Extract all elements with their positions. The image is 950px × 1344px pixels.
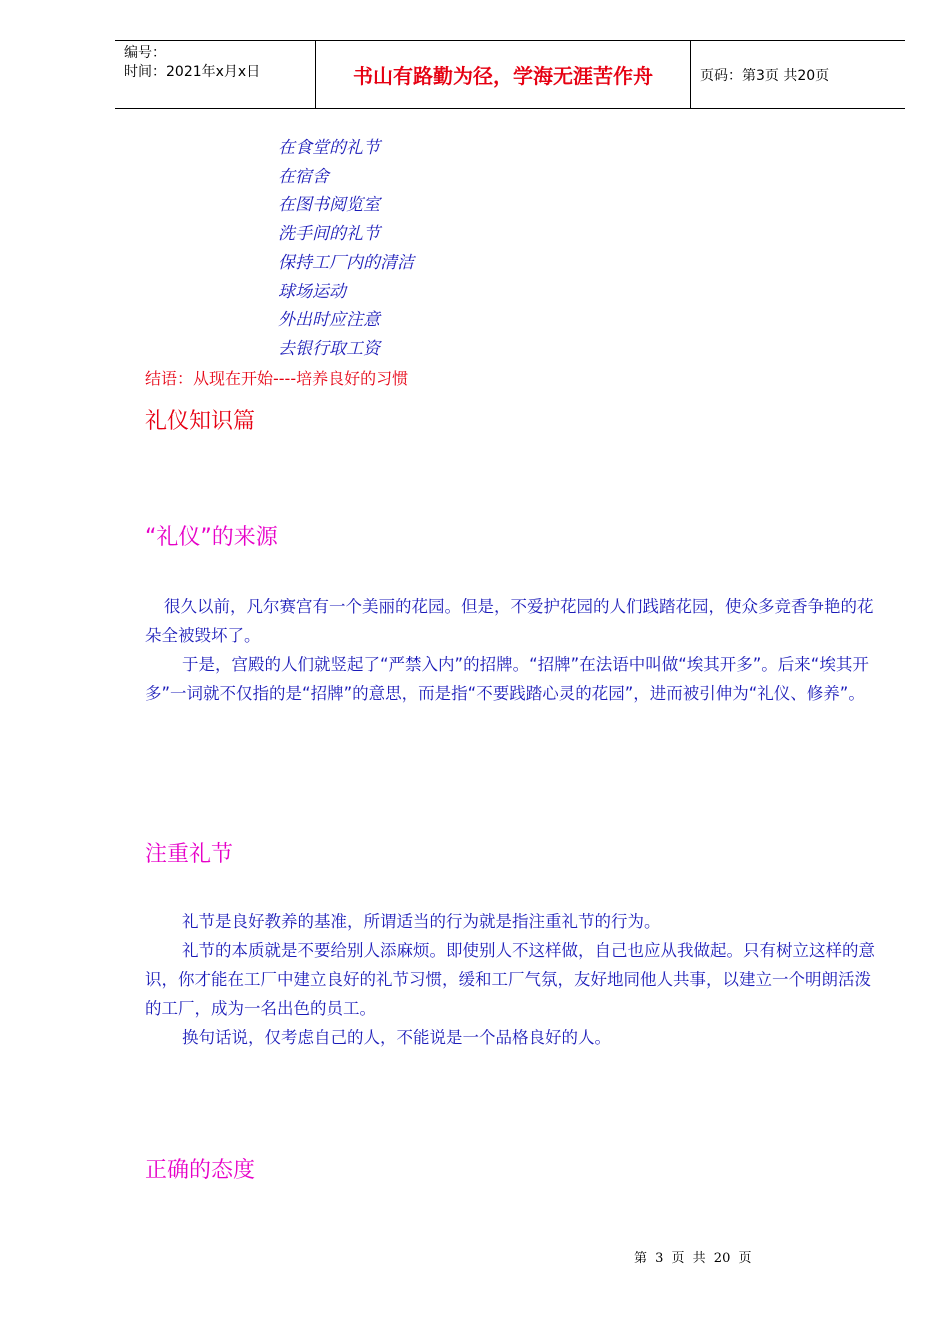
courtesy-paragraph: 礼节是良好教养的基准，所谓适当的行为就是指注重礼节的行为。 bbox=[182, 912, 661, 931]
header-time-label: 时间：2021年x月x日 bbox=[124, 64, 261, 80]
toc-item[interactable]: 在食堂的礼节 bbox=[278, 138, 380, 158]
toc-item[interactable]: 去银行取工资 bbox=[278, 338, 380, 359]
origin-paragraph: 于是，宫殿的人们就竖起了“严禁入内”的招牌。“招牌”在法语中叫做“埃其开多”。后来“埃其开多”一词就不仅指的是“招牌”的意思，而是指“不要践踏心灵的花园”，进而被引伸为“礼仪、修养”。 bbox=[145, 655, 869, 703]
header-motto: 书山有路勤为径，学海无涯苦作舟 bbox=[315, 41, 691, 108]
toc-item[interactable]: 在宿舍 bbox=[278, 166, 329, 187]
toc-item[interactable]: 外出时应注意 bbox=[278, 310, 380, 331]
section-title: 礼仪知识篇 bbox=[145, 409, 256, 434]
origin-heading: “礼仪”的来源 bbox=[145, 525, 278, 550]
origin-paragraph: 很久以前，凡尔赛宫有一个美丽的花园。但是，不爱护花园的人们践踏花园，使众多竞香争艳的花朵全被毁坏了。 bbox=[145, 597, 874, 645]
header-number-label: 编号： bbox=[124, 45, 166, 61]
page-footer: 第 3 页 共 20 页 bbox=[634, 1251, 752, 1266]
toc-list bbox=[278, 134, 414, 364]
conclusion-line: 结语：从现在开始----培养良好的习惯 bbox=[145, 369, 409, 388]
courtesy-body bbox=[145, 907, 880, 1052]
header-page-info: 页码：第3页 共20页 bbox=[700, 67, 830, 84]
toc-item[interactable]: 洗手间的礼节 bbox=[278, 224, 380, 245]
courtesy-heading: 注重礼节 bbox=[145, 842, 234, 867]
page-header bbox=[115, 40, 905, 109]
toc-item[interactable]: 球场运动 bbox=[278, 281, 346, 302]
toc-item[interactable]: 保持工厂内的清洁 bbox=[278, 252, 414, 273]
attitude-heading: 正确的态度 bbox=[145, 1158, 256, 1183]
courtesy-paragraph: 礼节的本质就是不要给别人添麻烦。即使别人不这样做，自己也应从我做起。只有树立这样的意识，你才能在工厂中建立良好的礼节习惯，缓和工厂气氛，友好地同他人共事，以建立一个明朗活泼的工厂，成为一名出色的员工。 bbox=[145, 941, 875, 1018]
origin-body bbox=[145, 592, 880, 708]
header-meta bbox=[115, 41, 315, 108]
toc-item[interactable]: 在图书阅览室 bbox=[278, 195, 380, 216]
courtesy-paragraph: 换句话说，仅考虑自己的人，不能说是一个品格良好的人。 bbox=[182, 1028, 611, 1047]
